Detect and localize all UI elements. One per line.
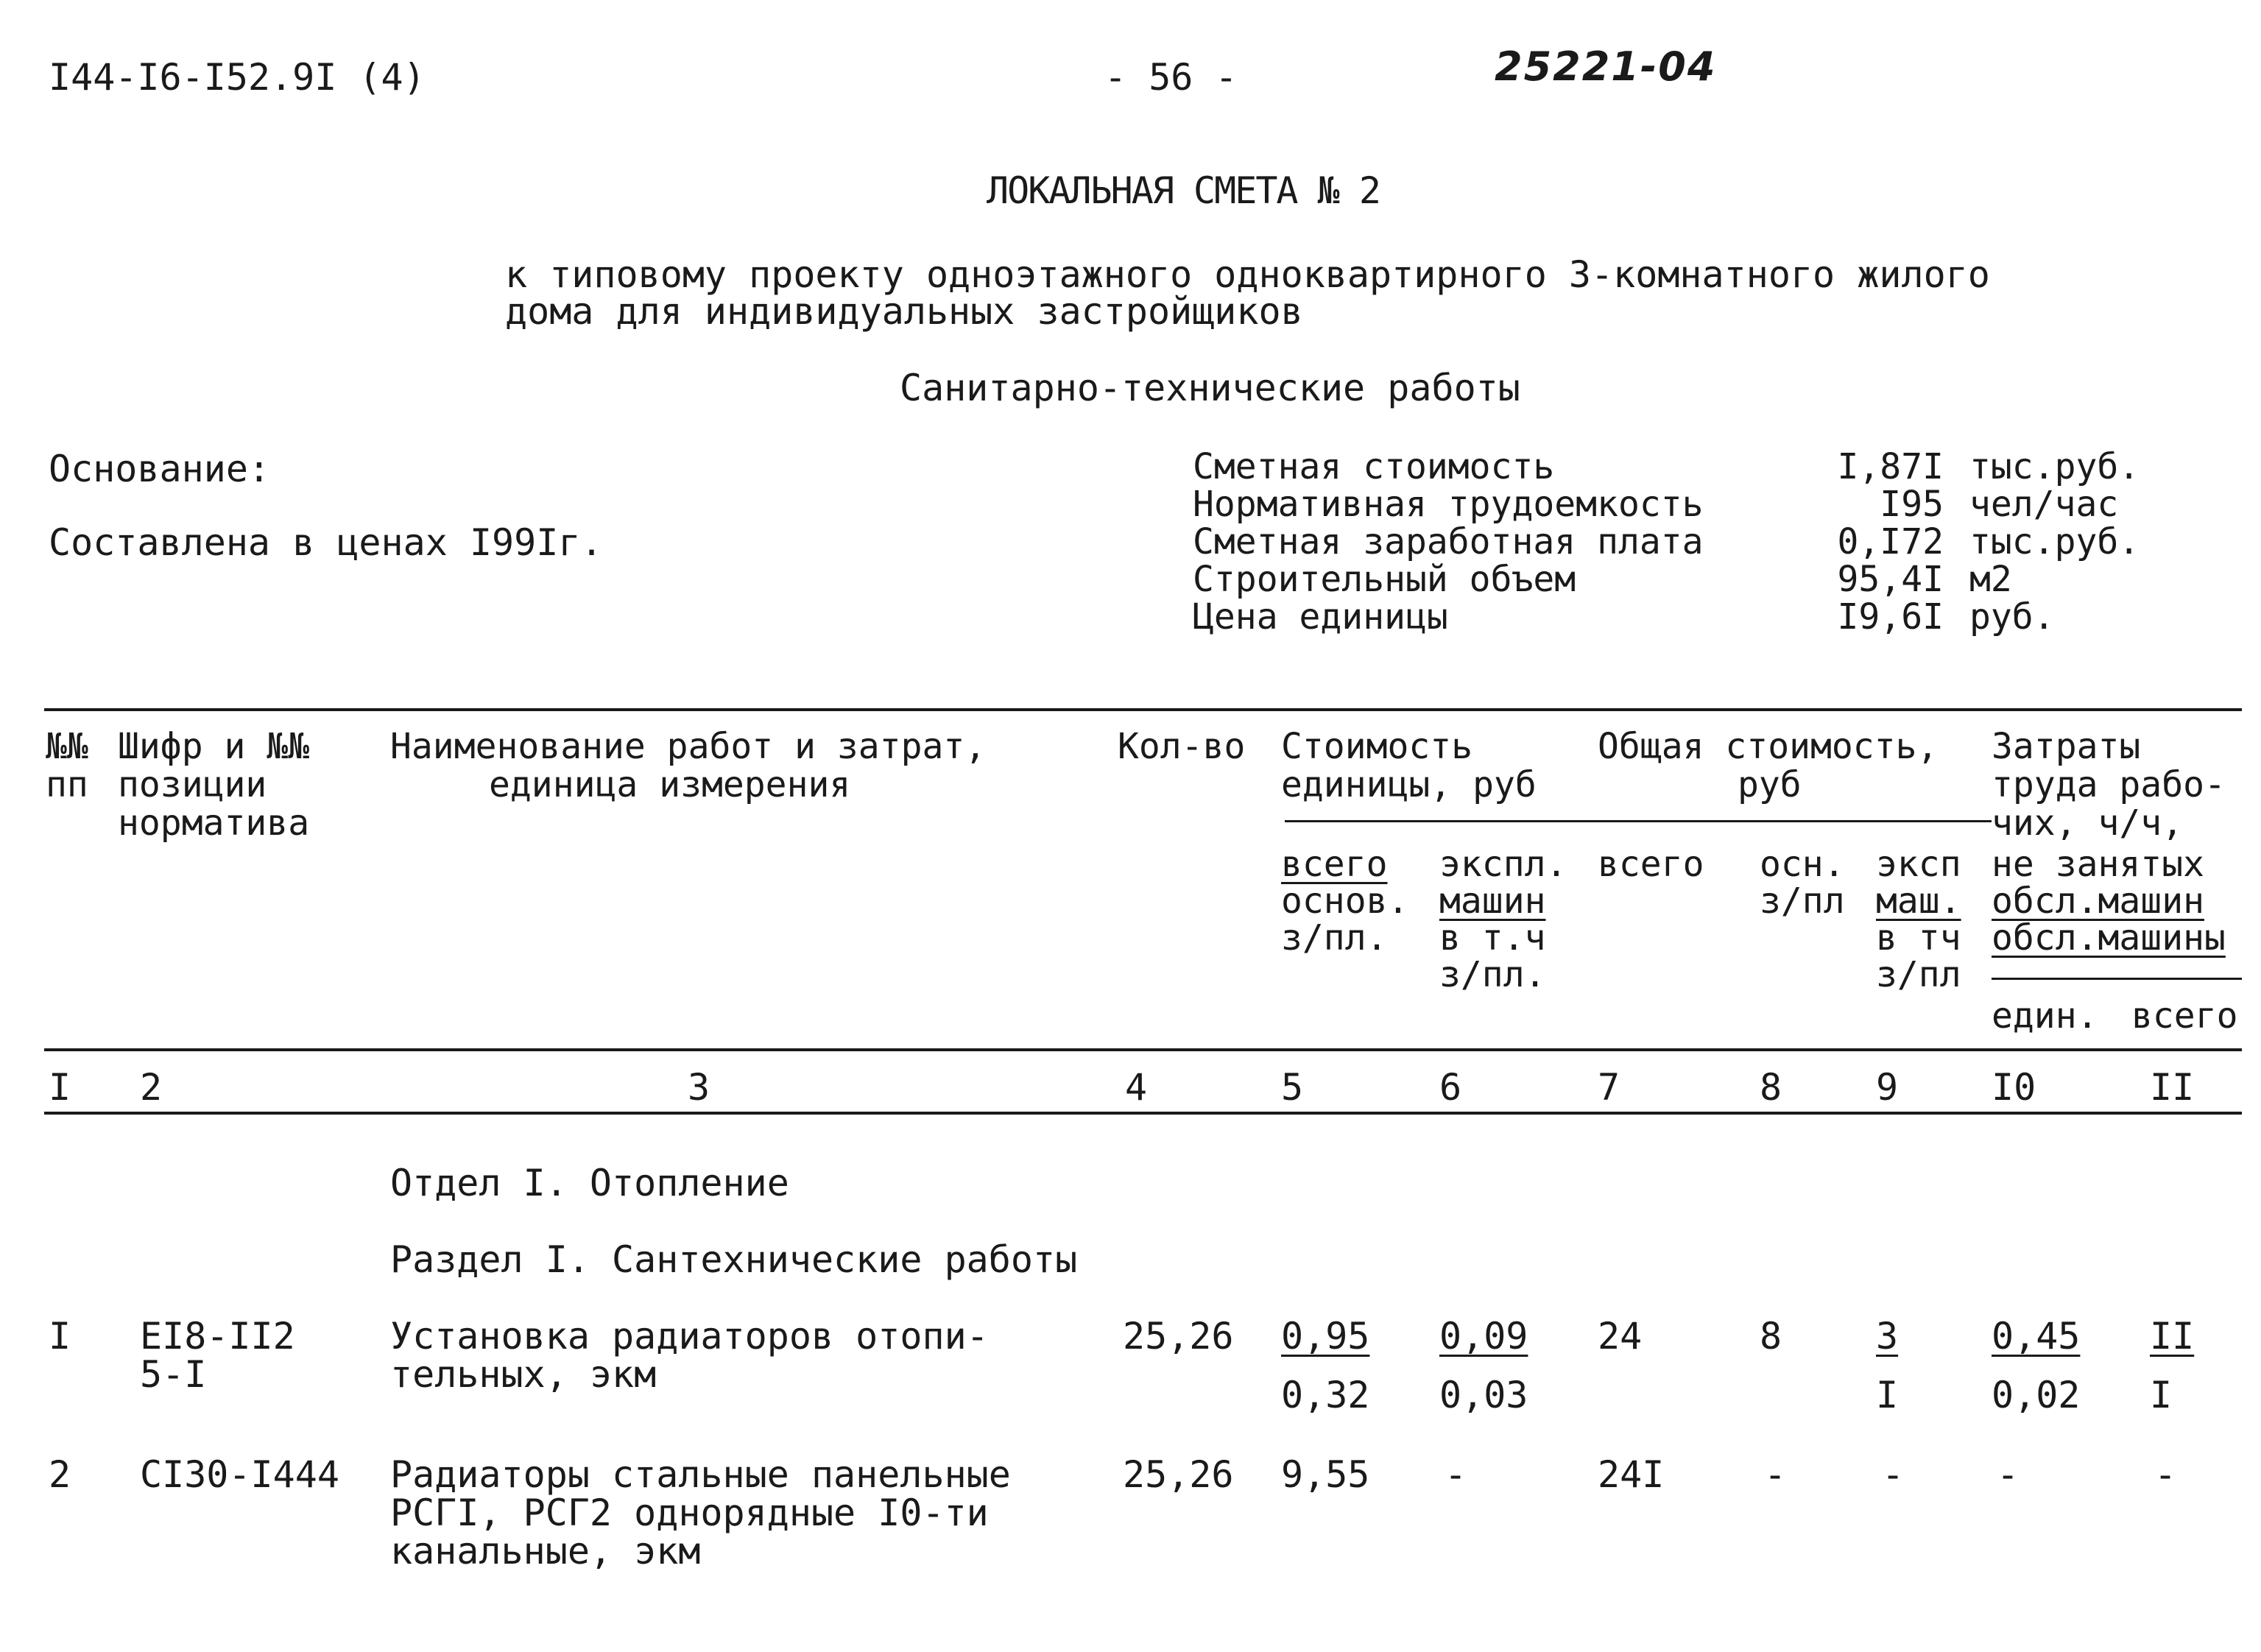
row-c5: 9,55 [1281, 1453, 1370, 1496]
summary-value: I9,6I [1837, 596, 1944, 638]
column-number: 8 [1760, 1066, 1782, 1109]
handwritten-number: 25221-04 [1495, 43, 1717, 90]
summary-label: Цена единицы [1193, 596, 1448, 638]
column-number-rule [44, 1112, 2242, 1115]
summary-label: Сметная стоимость [1193, 446, 1555, 487]
subtitle-line-1: к типовому проекту одноэтажного одноквартирного 3-комнатного жилого [505, 253, 1990, 296]
col-code-header: Шифр и №№ [118, 726, 310, 767]
col-10-header: един. [1992, 995, 2098, 1037]
col-6-header: з/пл. [1439, 954, 1546, 995]
column-number: 5 [1281, 1066, 1304, 1109]
row-c9-sub: I [1876, 1374, 1899, 1416]
summary-unit: м2 [1969, 559, 2012, 600]
col-9-header: маш. [1876, 880, 1961, 922]
row-c10: 0,45 [1992, 1315, 2081, 1358]
row-name: Радиаторы стальные панельные [390, 1453, 1011, 1496]
col-7-header: всего [1598, 844, 1704, 885]
column-number: I [49, 1066, 71, 1109]
row-c6: - [1445, 1453, 1467, 1496]
col-unit-cost-header: Стоимость [1281, 726, 1473, 767]
col-total-cost-header: руб [1738, 764, 1802, 805]
row-c8: - [1764, 1453, 1787, 1496]
col-8-header: з/пл [1760, 880, 1845, 922]
column-number: 9 [1876, 1066, 1899, 1109]
table-top-rule [44, 708, 2242, 711]
row-c9: 3 [1876, 1315, 1899, 1358]
col-name-header: Наименование работ и затрат, [390, 726, 987, 767]
col-labor-header: обсл.машин [1992, 880, 2204, 922]
row-num: 2 [49, 1453, 71, 1496]
subsection-heading: Раздел I. Сантехнические работы [390, 1238, 1078, 1281]
col-9-header: эксп [1876, 844, 1961, 885]
col-code-header: позиции [118, 764, 267, 805]
column-number: 3 [688, 1066, 710, 1109]
row-name: тельных, экм [390, 1353, 657, 1396]
column-number: 7 [1598, 1066, 1620, 1109]
col-9-header: з/пл [1876, 954, 1961, 995]
department-heading: Отдел I. Отопление [390, 1162, 789, 1204]
row-c5: 0,95 [1281, 1315, 1370, 1358]
row-c9: - [1882, 1453, 1905, 1496]
page-number: - 56 - [1104, 56, 1238, 99]
row-code: 5-I [140, 1353, 207, 1396]
prices-basis: Составлена в ценах I99Iг. [49, 521, 603, 564]
row-c7: 24 [1598, 1315, 1643, 1358]
summary-label: Строительный объем [1193, 559, 1576, 600]
summary-label: Сметная заработная плата [1193, 521, 1704, 562]
row-qty: 25,26 [1123, 1453, 1234, 1496]
row-code: CI30-I444 [140, 1453, 339, 1496]
rule-stoimost [1285, 820, 1992, 822]
row-c10: - [1997, 1453, 2020, 1496]
column-number: 4 [1125, 1066, 1148, 1109]
summary-value: I,87I [1837, 446, 1944, 487]
basis-label: Основание: [49, 448, 271, 490]
page-title: ЛОКАЛЬНАЯ СМЕТА № 2 [987, 169, 1380, 212]
col-labor-header: труда рабо- [1992, 764, 2226, 805]
row-num: I [49, 1315, 71, 1358]
col-9-header: в тч [1876, 917, 1961, 959]
col-6-header: экспл. [1439, 844, 1567, 885]
row-name: РСГI, РСГ2 однорядные I0-ти [390, 1492, 989, 1534]
subtitle-line-2: дома для индивидуальных застройщиков [505, 290, 1303, 333]
col-labor-header: чих, ч/ч, [1992, 802, 2184, 844]
col-5-header: всего [1281, 844, 1388, 885]
summary-unit: тыс.руб. [1969, 446, 2140, 487]
row-c6-sub: 0,03 [1439, 1374, 1528, 1416]
col-6-header: в т.ч [1439, 917, 1546, 959]
row-c8: 8 [1760, 1315, 1782, 1358]
column-number: I0 [1992, 1066, 2036, 1109]
row-c6: 0,09 [1439, 1315, 1528, 1358]
col-labor-header: не занятых [1992, 844, 2204, 885]
col-labor-header: Затраты [1992, 726, 2141, 767]
col-5-header: з/пл. [1281, 917, 1388, 959]
col-num-header: пп [46, 764, 88, 805]
col-qty-header: Кол-во [1118, 726, 1246, 767]
row-c5-sub: 0,32 [1281, 1374, 1370, 1416]
summary-value: 95,4I [1837, 559, 1944, 600]
row-c11: II [2150, 1315, 2195, 1358]
row-c10-sub: 0,02 [1992, 1374, 2081, 1416]
col-labor-header: обсл.машины [1992, 917, 2226, 959]
summary-label: Нормативная трудоемкость [1193, 484, 1704, 525]
col-6-header: машин [1439, 880, 1546, 922]
rule-zatraty [1992, 978, 2242, 980]
summary-value: 0,I72 [1837, 521, 1944, 562]
row-c7: 24I [1598, 1453, 1665, 1496]
row-qty: 25,26 [1123, 1315, 1234, 1358]
col-8-header: осн. [1760, 844, 1845, 885]
row-name: Установка радиаторов отопи- [390, 1315, 989, 1358]
section-title: Санитарно-технические работы [900, 367, 1520, 409]
col-name-header: единица измерения [489, 764, 851, 805]
col-unit-cost-header: единицы, руб [1281, 764, 1537, 805]
document-code: I44-I6-I52.9I (4) [49, 56, 426, 99]
column-number: II [2150, 1066, 2195, 1109]
col-total-cost-header: Общая стоимость, [1598, 726, 1939, 767]
row-c11: - [2154, 1453, 2177, 1496]
summary-unit: чел/час [1969, 484, 2119, 525]
summary-value: I95 [1880, 484, 1944, 525]
col-code-header: норматива [118, 802, 310, 844]
summary-unit: тыс.руб. [1969, 521, 2140, 562]
row-name: канальные, экм [390, 1530, 701, 1572]
summary-unit: руб. [1969, 596, 2055, 638]
col-num-header: №№ [46, 726, 88, 767]
row-code: EI8-II2 [140, 1315, 295, 1358]
row-c11-sub: I [2150, 1374, 2173, 1416]
col-11-header: всего [2131, 995, 2238, 1037]
table-header-bottom-rule [44, 1048, 2242, 1051]
column-number: 6 [1439, 1066, 1462, 1109]
col-5-header: основ. [1281, 880, 1409, 922]
column-number: 2 [140, 1066, 163, 1109]
